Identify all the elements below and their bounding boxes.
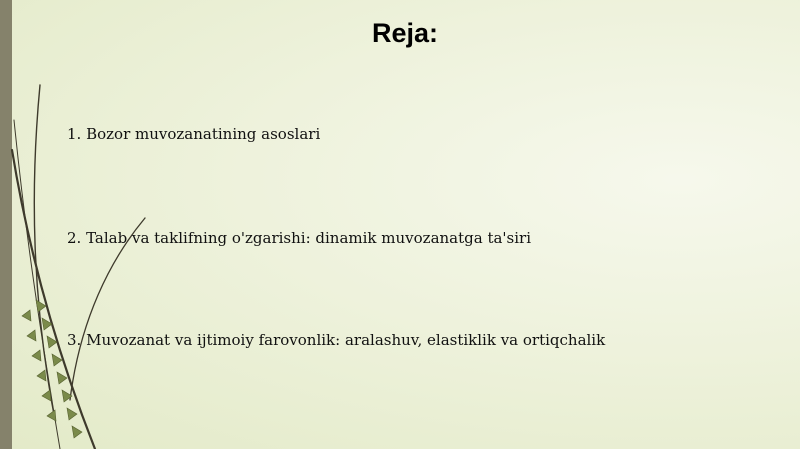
- agenda-item-1: 1. Bozor muvozanatining asoslari: [67, 125, 321, 143]
- slide-title: Reja:: [371, 18, 439, 48]
- leaf-decoration-icon: [0, 0, 160, 449]
- agenda-item-2: 2. Talab va taklifning o'zgarishi: dinamik muvozanatga ta'siri: [67, 229, 532, 247]
- agenda-item-3: 3. Muvozanat va ijtimoiy farovonlik: aralashuv, elastiklik va ortiqchalik: [67, 331, 606, 349]
